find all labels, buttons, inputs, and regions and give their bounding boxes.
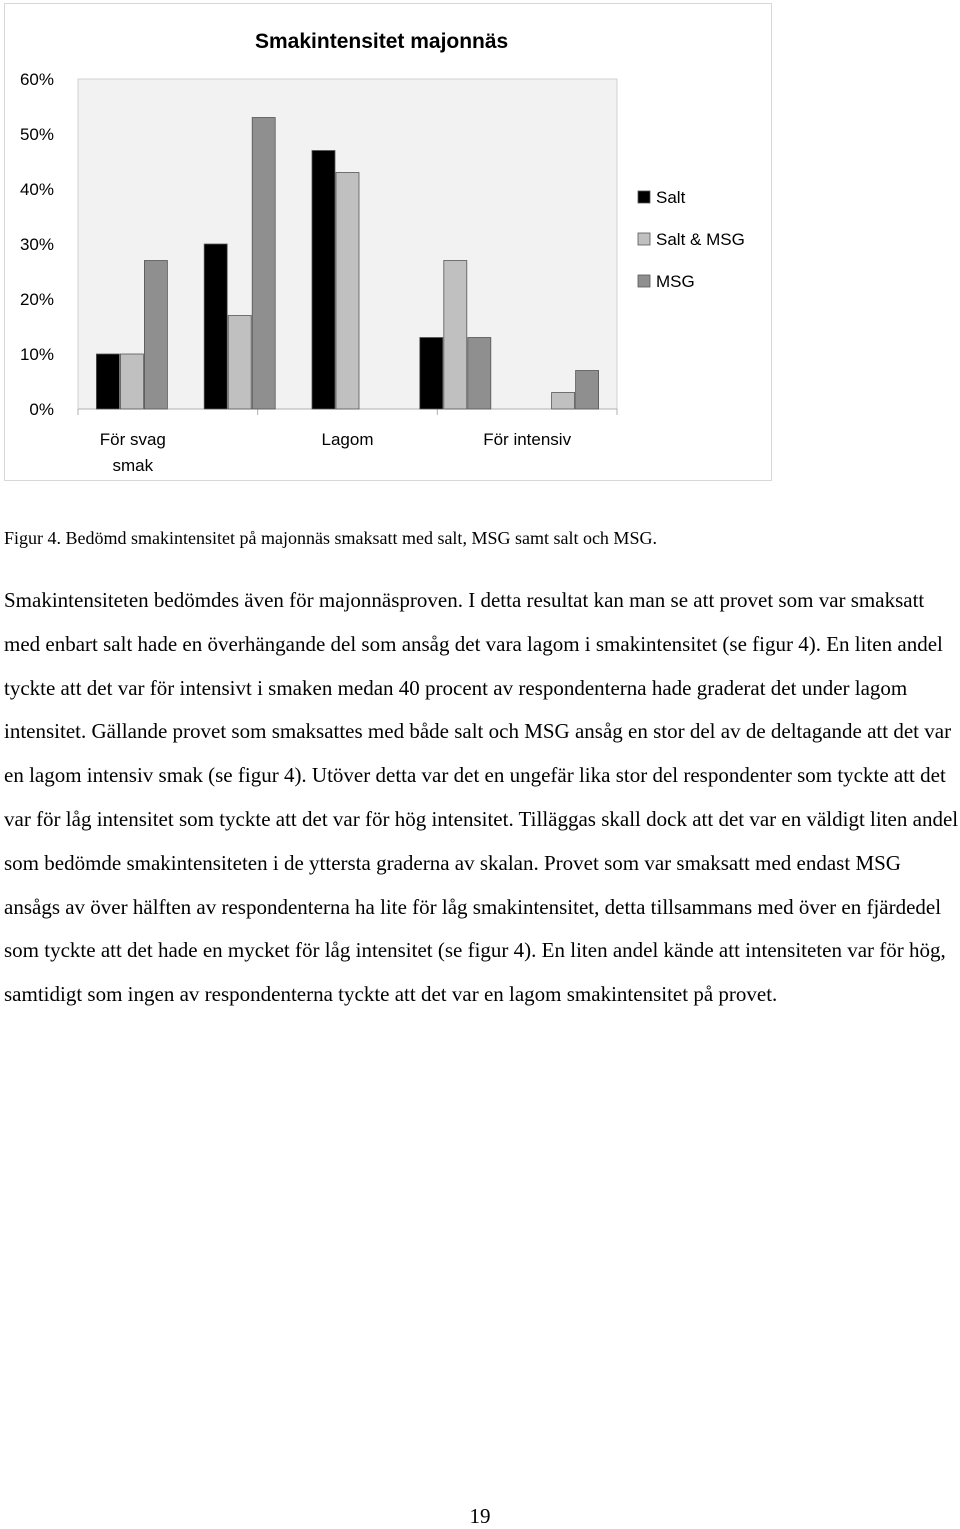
y-tick-label: 20% [19,290,54,309]
bar-msg [468,338,491,410]
x-category-label: smak [112,456,154,475]
bar-salt [204,244,227,409]
body-paragraph: Smakintensiteten bedömdes även för majonnäsproven. I detta resultat kan man se att provet som var smaksatt med enbart salt hade en överhängande del som ansåg det vara lagom i smakintensitet (se figur 4). En liten andel tyckte att det var för intensivt i smaken medan 40 procent av respondenterna hade graderat det under lagom intensitet. Gällande provet som smaksattes med både salt och MSG ansåg en stor del av de deltagande att det var en lagom intensiv smak (se figur 4). Utöver detta var det en ungefär lika stor del respondenter som tyckte att det var för låg intensitet som tyckte att det var för hög intensitet. Tilläggas skall dock att det var en väldigt liten andel som bedömde smakintensiteten i de yttersta graderna av skalan. Provet som var smaksatt med endast MSG ansågs av över hälften av respondenterna ha lite för låg smakintensitet, detta tillsammans med över en fjärdedel som tyckte att det hade en mycket för låg intensitet (se figur 4). En liten andel kände att intensiteten var för hög, samtidigt som ingen av respondenterna tyckte att det var en lagom smakintensitet på provet. [4,588,959,1007]
y-tick-label: 50% [19,125,54,144]
bar-salt [96,354,119,409]
legend-label: MSG [656,272,695,291]
bar-salt-msg [444,261,467,410]
y-tick-label: 40% [19,180,54,199]
legend-swatch [638,233,650,245]
y-tick-label: 0% [29,400,54,419]
page-number: 19 [469,1504,491,1528]
x-category-label: För svag [99,430,166,449]
legend-label: Salt & MSG [656,230,745,249]
bar-salt-msg [228,316,251,410]
x-category-label: För intensiv [483,430,572,449]
y-tick-label: 10% [19,345,54,364]
y-tick-label: 30% [19,235,54,254]
bar-salt-msg [552,393,575,410]
chart-title: Smakintensitet majonnäs [255,30,509,53]
legend-label: Salt [656,188,686,207]
bar-msg [144,261,167,410]
bar-msg [576,371,599,410]
figure-caption: Figur 4. Bedömd smakintensitet på majonnäs smaksatt med salt, MSG samt salt och MSG. [4,528,657,548]
y-tick-label: 60% [19,70,54,89]
bar-salt-msg [120,354,143,409]
bar-salt [420,338,443,410]
x-category-label: Lagom [321,430,374,449]
bar-salt-msg [336,173,359,410]
legend-swatch [638,191,650,203]
bar-msg [252,118,275,410]
bar-chart [5,4,773,482]
bar-salt [312,151,335,410]
legend-swatch [638,275,650,287]
chart-frame [4,3,772,481]
